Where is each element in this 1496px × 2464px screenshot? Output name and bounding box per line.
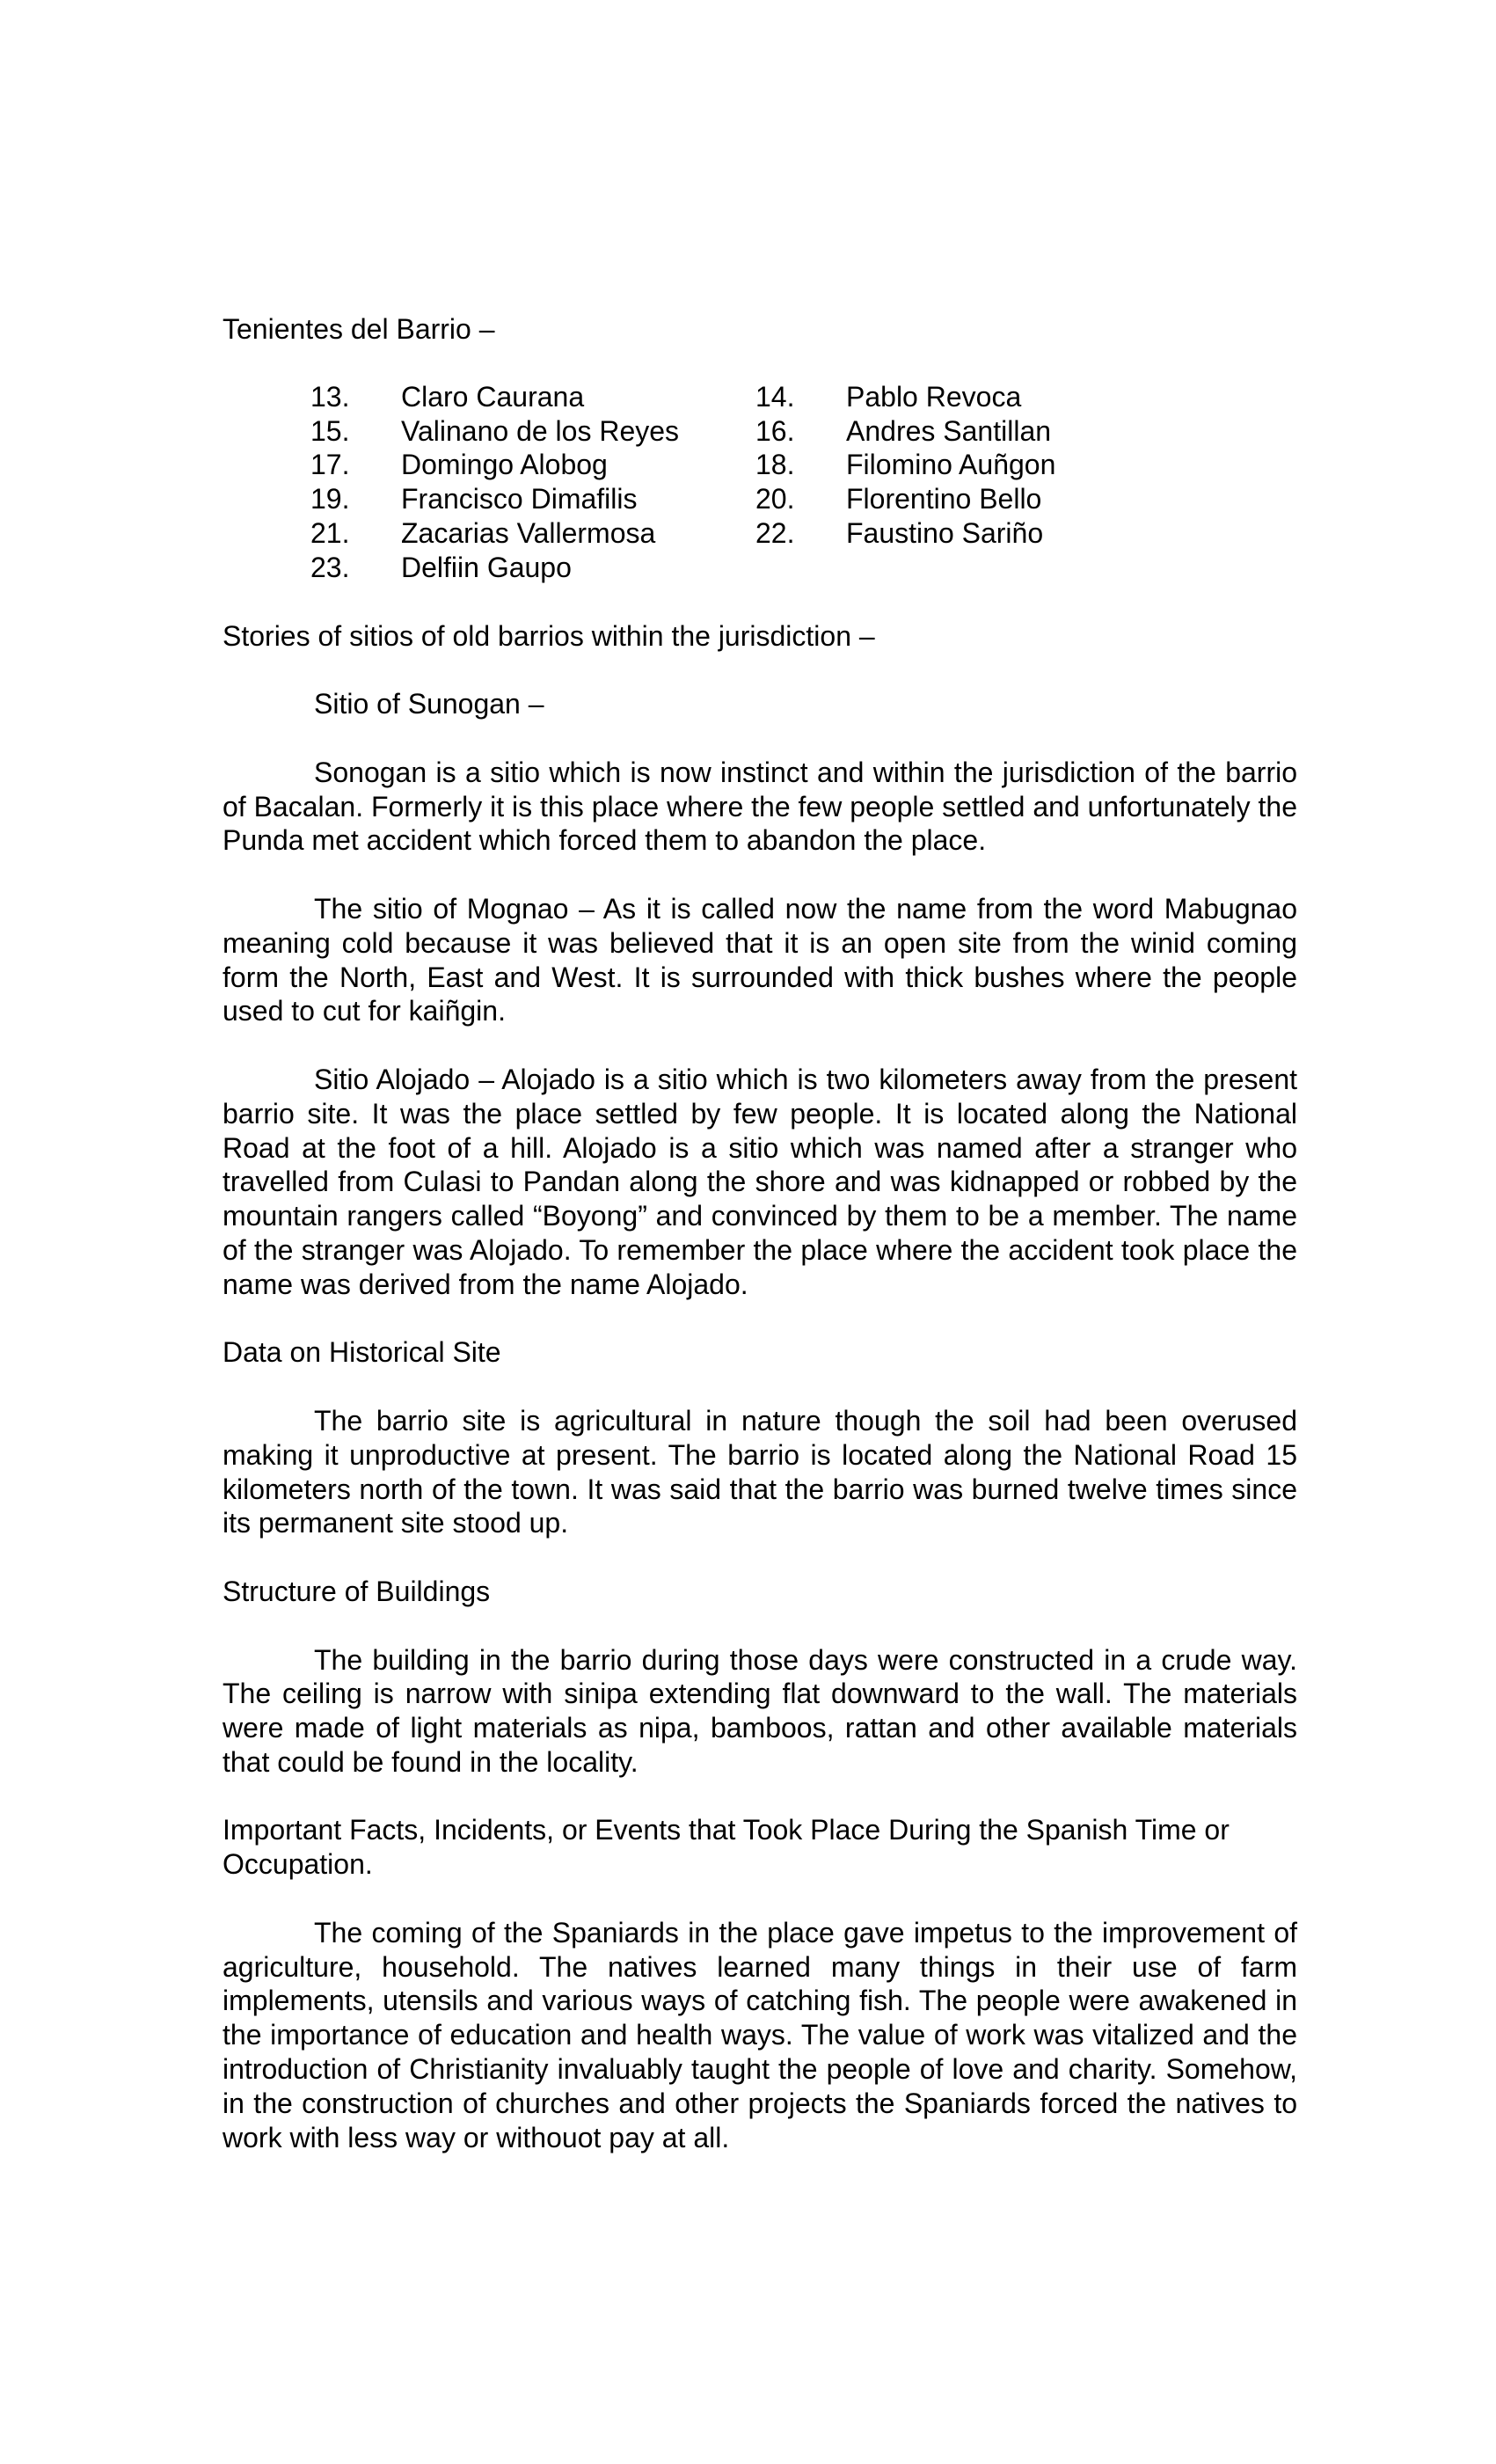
list-name: Zacarias Vallermosa bbox=[401, 516, 656, 549]
list-number: 21. bbox=[310, 516, 350, 549]
historical-site-paragraph: The barrio site is agricultural in nature though the soil had been overused making it unproductive at present. The barrio is located along the National Road 15 kilometers north of the town. It was said that the barrio was burned twelve times since its permanent site stood up. bbox=[223, 1404, 1297, 1539]
mognao-paragraph: The sitio of Mognao – As it is called now the name from the word Mabugnao meaning cold because it was believed that it is an open site from the winid coming form the North, East and West. It is surrounded with thick bushes where the people used to cut for kaiñgin. bbox=[223, 892, 1297, 1027]
tenientes-list bbox=[310, 380, 1297, 585]
buildings-paragraph: The building in the barrio during those days were constructed in a crude way. The ceiling is narrow with sinipa extending flat downward to the wall. The materials were made of light materials as nipa, bamboos, rattan and other available materials that could be found in the locality. bbox=[223, 1643, 1297, 1778]
list-row bbox=[310, 448, 1297, 482]
list-number: 13. bbox=[310, 380, 350, 413]
list-row bbox=[310, 551, 1297, 585]
list-name: Domingo Alobog bbox=[401, 449, 608, 481]
list-row bbox=[310, 414, 1297, 449]
list-name: Valinano de los Reyes bbox=[401, 414, 680, 447]
list-number: 22. bbox=[755, 516, 795, 549]
list-name: Claro Caurana bbox=[401, 380, 585, 413]
buildings-heading: Structure of Buildings bbox=[223, 1575, 491, 1607]
stories-heading: Stories of sitios of old barrios within the jurisdiction – bbox=[223, 619, 875, 652]
list-number: 17. bbox=[310, 449, 350, 481]
list-name: Pablo Revoca bbox=[846, 380, 1022, 413]
list-row bbox=[310, 516, 1297, 551]
list-number: 20. bbox=[755, 483, 795, 515]
sunogan-heading: Sitio of Sunogan – bbox=[314, 688, 544, 720]
historical-site-heading: Data on Historical Site bbox=[223, 1336, 501, 1369]
document-page bbox=[223, 312, 1297, 2154]
list-name: Florentino Bello bbox=[846, 483, 1042, 515]
list-row bbox=[310, 482, 1297, 516]
list-number: 19. bbox=[310, 483, 350, 515]
list-name: Faustino Sariño bbox=[846, 516, 1044, 549]
list-name: Delfiin Gaupo bbox=[401, 551, 572, 583]
list-name: Filomino Auñgon bbox=[846, 449, 1056, 481]
sunogan-paragraph: Sonogan is a sitio which is now instinct and within the jurisdiction of the barrio of Bacalan. Formerly it is this place where the few people settled and unfortunately the Punda met accident which forced them to abandon the place. bbox=[223, 756, 1298, 857]
list-name: Andres Santillan bbox=[846, 414, 1052, 447]
list-number: 15. bbox=[310, 414, 350, 447]
list-name: Francisco Dimafilis bbox=[401, 483, 638, 515]
alojado-paragraph: Sitio Alojado – Alojado is a sitio which is two kilometers away from the present barrio site. It was the place settled by few people. It is located along the National Road at the foot of a hill. Alojado is a sitio which was named after a stranger who travelled from Culasi to Pandan along the shore and was kidnapped or robbed by the mountain rangers called “Boyong” and convinced by them to be a member. The name of the stranger was Alojado. To remember the place where the accident took place the name was derived from the name Alojado. bbox=[223, 1063, 1297, 1300]
list-number: 23. bbox=[310, 551, 350, 583]
list-number: 18. bbox=[755, 449, 795, 481]
list-number: 16. bbox=[755, 414, 795, 447]
spanish-time-paragraph: The coming of the Spaniards in the place gave impetus to the improvement of agriculture, household. The natives learned many things in their use of farm implements, utensils and various ways of catching fish. The people were awakened in the importance of education and health ways. The value of work was vitalized and the introduction of Christianity invaluably taught the people of love and charity. Somehow, in the construction of churches and other projects the Spaniards forced the natives to work with less way or withouot pay at all. bbox=[223, 1916, 1297, 2153]
spanish-time-heading: Important Facts, Incidents, or Events that Took Place During the Spanish Time or Occupation. bbox=[223, 1814, 1230, 1881]
list-number: 14. bbox=[755, 380, 795, 413]
tenientes-heading: Tenientes del Barrio – bbox=[223, 313, 495, 345]
list-row bbox=[310, 380, 1297, 414]
